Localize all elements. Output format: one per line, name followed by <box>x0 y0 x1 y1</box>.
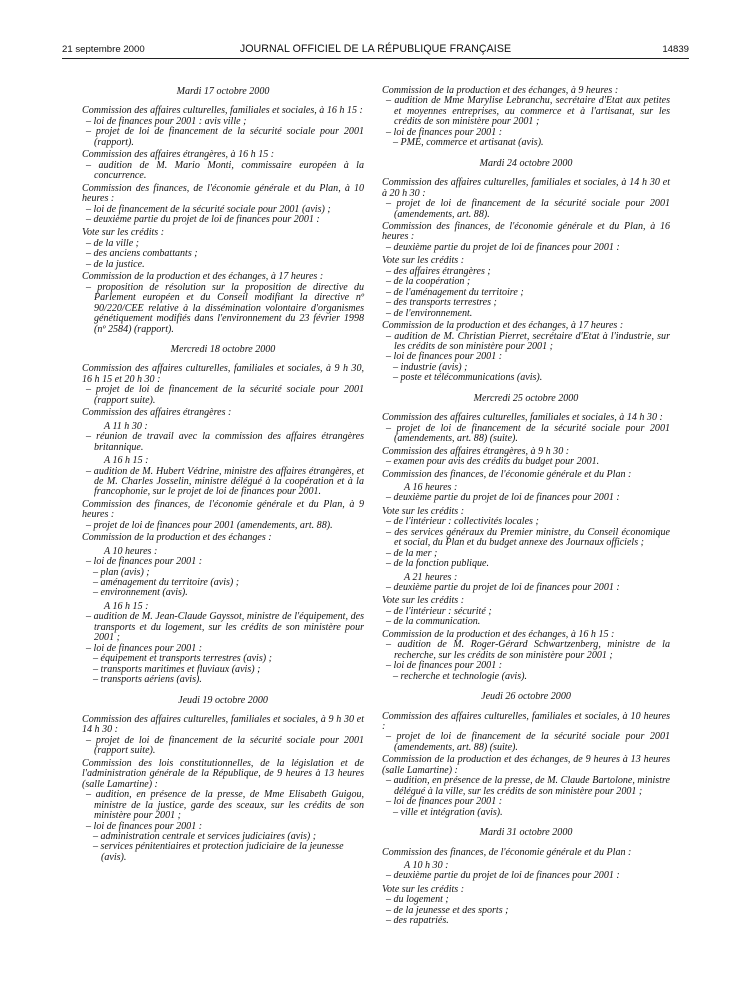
commission-entry: Commission des affaires culturelles, familiales et sociales, à 9 h 30 et 14 h 30 : <box>82 714 364 736</box>
agenda-item: – des anciens combattants ; <box>86 248 198 260</box>
time-slot: A 10 heures : <box>104 545 158 557</box>
agenda-item: – de la coopération ; <box>386 276 471 288</box>
agenda-item: – audition de M. Mario Monti, commissaire européen à la concurrence. <box>86 159 364 182</box>
agenda-item: – audition de M. Roger-Gérard Schwartzenberg, ministre de la recherche, sur les crédits de son ministère pour 2001 ; <box>386 639 670 661</box>
agenda-subitem: – services pénitentiaires et protection judiciaire de la jeunesse (avis). <box>93 841 344 863</box>
agenda-item: – projet de loi de financement de la sécurité sociale pour 2001 (amendements, art. 88) (suite). <box>386 422 670 445</box>
page-number: 14839 <box>662 44 689 55</box>
agenda-subitem: – équipement et transports terrestres (avis) ; <box>93 653 272 665</box>
commission-entry: Commission des finances, de l'économie générale et du Plan, à 10 heures : <box>82 182 364 205</box>
agenda-item: – deuxième partie du projet de loi de finances pour 2001 : <box>386 241 620 253</box>
day-heading: Mercredi 25 octobre 2000 <box>473 392 579 404</box>
agenda-item: – deuxième partie du projet de loi de finances pour 2001 : <box>386 492 620 504</box>
day-heading: Jeudi 19 octobre 2000 <box>178 694 268 706</box>
commission-entry: Commission de la production et des échanges, à 17 heures : <box>82 271 324 283</box>
agenda-subitem: – administration centrale et services judiciaires (avis) ; <box>93 831 317 842</box>
agenda-subitem: – plan (avis) ; <box>93 566 150 578</box>
agenda-item: – loi de finances pour 2001 : <box>86 642 203 654</box>
agenda-item: – loi de finances pour 2001 : <box>86 556 203 568</box>
day-heading: Mercredi 18 octobre 2000 <box>170 343 276 355</box>
agenda-item: – audition de M. Jean-Claude Gayssot, ministre de l'équipement, des transports et du logement, sur les crédits de son ministère pour 2001 ; <box>86 611 364 644</box>
time-slot: A 11 h 30 : <box>104 420 148 432</box>
commission-entry: Commission des finances, de l'économie générale et du Plan, à 9 heures : <box>82 498 364 521</box>
agenda-item: – projet de loi de financement de la sécurité sociale pour 2001 (amendements, art. 88). <box>386 198 670 220</box>
agenda-item: – audition, en présence de la presse, de M. Claude Bartolone, ministre délégué à la ville, sur les crédits de son ministère pour 2001 ; <box>386 775 670 797</box>
vote-label: Vote sur les crédits : <box>82 227 165 239</box>
agenda-item: – de l'intérieur : collectivités locales ; <box>386 516 539 528</box>
commission-entry: Commission des finances, de l'économie générale et du Plan : <box>382 846 632 858</box>
day-heading: Mardi 24 octobre 2000 <box>479 157 573 169</box>
agenda-subitem: – poste et télécommunications (avis). <box>393 372 543 384</box>
commission-entry: Commission de la production et des échanges : <box>82 532 272 544</box>
agenda-subitem: – environnement (avis). <box>93 587 188 599</box>
agenda-item: – des rapatriés. <box>386 915 449 927</box>
day-heading: Jeudi 26 octobre 2000 <box>481 691 571 703</box>
time-slot: A 10 h 30 : <box>404 860 449 871</box>
commission-entry: Commission des affaires étrangères, à 16 h 15 : <box>82 149 275 161</box>
agenda-subitem: – PME, commerce et artisanat (avis). <box>393 137 544 149</box>
commission-entry: Commission des affaires étrangères, à 9 h 30 : <box>382 445 570 457</box>
left-column <box>82 87 364 863</box>
agenda-item: – projet de loi de finances pour 2001 (amendements, art. 88). <box>86 519 333 531</box>
commission-entry: Commission des lois constitutionnelles, de la législation et de l'administration générale de la République, de 9 heures à 13 heures (salle Lamartine) : <box>82 757 364 790</box>
agenda-item: – de l'aménagement du territoire ; <box>386 286 524 298</box>
commission-entry: Commission de la production et des échanges, à 9 heures : <box>382 85 619 96</box>
agenda-item: – loi de finances pour 2001 : avis ville ; <box>86 115 247 127</box>
agenda-item: – de la justice. <box>86 258 145 270</box>
time-slot: A 16 h 15 : <box>104 455 149 467</box>
agenda-item: – loi de finances pour 2001 : <box>386 796 503 808</box>
agenda-item: – des services généraux du Premier ministre, du Conseil économique et social, du Plan et du budget annexe des Journaux officiels ; <box>386 526 670 549</box>
header-title: JOURNAL OFFICIEL DE LA RÉPUBLIQUE FRANÇAISE <box>239 43 512 55</box>
agenda-item: – audition, en présence de la presse, de Mme Elisabeth Guigou, ministre de la justice, garde des sceaux, sur les crédits de son ministère pour 2001 ; <box>86 789 364 822</box>
commission-entry: Commission des finances, de l'économie générale et du Plan : <box>382 468 632 480</box>
agenda-item: – audition de Mme Marylise Lebranchu, secrétaire d'Etat aux petites et moyennes entreprises, au commerce et à l'artisanat, sur les crédits de son ministère pour 2001 ; <box>386 95 670 128</box>
agenda-item: – du logement ; <box>386 894 449 906</box>
agenda-item: – de la communication. <box>386 616 481 628</box>
day-heading: Mardi 17 octobre 2000 <box>176 86 270 97</box>
agenda-item: – des transports terrestres ; <box>386 297 497 309</box>
commission-entry: Commission des affaires culturelles, familiales et sociales, à 10 heures : <box>382 710 670 733</box>
agenda-item: – de la ville ; <box>86 237 140 249</box>
agenda-item: – loi de finances pour 2001 : <box>386 126 503 138</box>
commission-entry: Commission des affaires étrangères : <box>82 407 232 419</box>
commission-entry: Commission de la production et des échanges, à 16 h 15 : <box>382 628 615 640</box>
day-heading: Mardi 31 octobre 2000 <box>479 827 573 839</box>
agenda-item: – de l'environnement. <box>386 307 473 319</box>
agenda-item: – projet de loi de financement de la sécurité sociale pour 2001 (rapport). <box>86 126 364 148</box>
agenda-item: – des affaires étrangères ; <box>386 265 491 277</box>
agenda-subitem: – ville et intégration (avis). <box>393 806 503 818</box>
agenda-item: – de la mer ; <box>386 547 438 559</box>
agenda-item: – loi de finances pour 2001 : <box>86 820 203 832</box>
commission-entry: Commission de la production et des échanges, de 9 heures à 13 heures (salle Lamartine) : <box>382 754 670 776</box>
commission-entry: Commission des finances, de l'économie générale et du Plan, à 16 heures : <box>382 220 670 243</box>
agenda-item: – deuxième partie du projet de loi de finances pour 2001 : <box>386 582 620 594</box>
agenda-item: – projet de loi de financement de la sécurité sociale pour 2001 (rapport suite). <box>86 384 364 406</box>
vote-label: Vote sur les crédits : <box>382 883 465 895</box>
agenda-item: – de la fonction publique. <box>386 558 489 570</box>
header-date: 21 septembre 2000 <box>62 44 145 55</box>
time-slot: A 16 h 15 : <box>104 600 149 612</box>
agenda-item: – de la jeunesse et des sports ; <box>386 904 509 916</box>
agenda-item: – proposition de résolution sur la proposition de directive du Parlement européen et du Conseil modifiant la directive nº 90/220/CEE relative à la dissémination volontaire d'organismes génétiquement modifiés dans l'environnement du 23 février 1998 (nº 2584) (rapport). <box>86 281 364 335</box>
commission-entry: Commission des affaires culturelles, familiales et sociales, à 14 h 30 : <box>382 412 663 424</box>
agenda-subitem: – transports maritimes et fluviaux (avis) ; <box>93 663 261 675</box>
vote-label: Vote sur les crédits : <box>382 595 465 607</box>
agenda-item: – de l'intérieur : sécurité ; <box>386 605 492 617</box>
vote-label: Vote sur les crédits : <box>382 255 465 267</box>
commission-entry: Commission des affaires culturelles, familiales et sociales, à 16 h 15 : <box>82 105 363 117</box>
commission-entry: Commission des affaires culturelles, familiales et sociales, à 9 h 30, 16 h 15 et 20 h 30 : <box>82 363 364 385</box>
agenda-subitem: – industrie (avis) ; <box>393 361 468 373</box>
commission-entry: Commission de la production et des échanges, à 17 heures : <box>382 320 624 332</box>
agenda-item: – loi de finances pour 2001 : <box>386 660 503 672</box>
agenda-item: – projet de loi de financement de la sécurité sociale pour 2001 (rapport suite). <box>86 734 364 757</box>
commission-entry: Commission des affaires culturelles, familiales et sociales, à 14 h 30 et à 20 h 30 : <box>382 177 670 199</box>
agenda-item: – deuxième partie du projet de loi de finances pour 2001 : <box>86 213 320 225</box>
vote-label: Vote sur les crédits : <box>382 505 465 517</box>
time-slot: A 16 heures : <box>404 481 458 493</box>
agenda-item: – examen pour avis des crédits du budget pour 2001. <box>386 456 600 468</box>
page-header <box>62 42 689 59</box>
agenda-item: – deuxième partie du projet de loi de finances pour 2001 : <box>386 870 620 882</box>
agenda-item: – audition de M. Christian Pierret, secrétaire d'Etat à l'industrie, sur les crédits de son ministère pour 2001 ; <box>386 330 670 352</box>
agenda-item: – projet de loi de financement de la sécurité sociale pour 2001 (amendements, art. 88) (suite). <box>386 731 670 753</box>
time-slot: A 21 heures : <box>404 571 458 583</box>
agenda-subitem: – aménagement du territoire (avis) ; <box>93 577 240 589</box>
right-column <box>382 84 670 927</box>
agenda-item: – loi de financement de la sécurité sociale pour 2001 (avis) ; <box>86 203 331 215</box>
agenda-item: – réunion de travail avec la commission des affaires étrangères britannique. <box>86 431 364 453</box>
agenda-item: – audition de M. Hubert Védrine, ministre des affaires étrangères, et de M. Charles Josselin, ministre délégué à la coopération et à la francophonie, sur le projet de loi de finances pour 2001. <box>86 465 364 498</box>
agenda-subitem: – transports aériens (avis). <box>93 674 202 686</box>
agenda-subitem: – recherche et technologie (avis). <box>393 670 527 682</box>
agenda-item: – loi de finances pour 2001 : <box>386 351 503 363</box>
